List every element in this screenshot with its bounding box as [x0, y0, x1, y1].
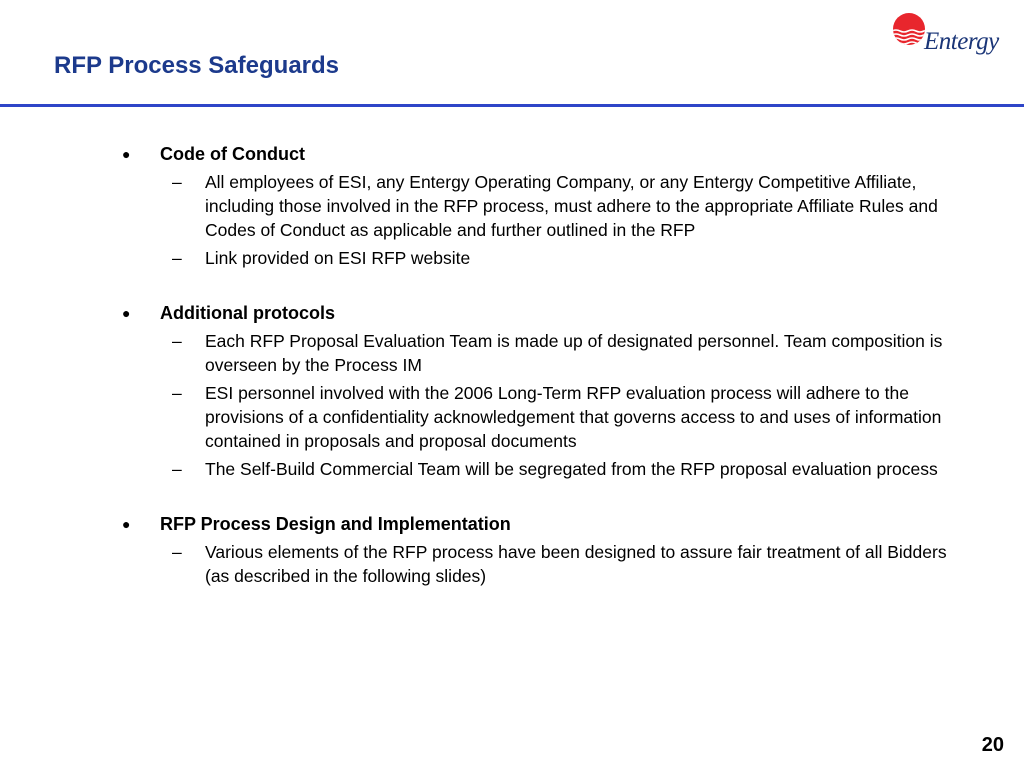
- page-number: 20: [981, 734, 1004, 756]
- sun-icon: [892, 12, 926, 46]
- heading-text: RFP Process Design and Implementation: [160, 514, 511, 534]
- logo-wordmark: Entergy: [924, 28, 999, 55]
- bullet-heading: [0, 301, 1024, 329]
- section-rfp-process-design: [0, 512, 1024, 588]
- heading-text: Code of Conduct: [160, 144, 305, 164]
- sub-bullet: [0, 381, 975, 453]
- sub-bullet-text: All employees of ESI, any Entergy Operating Company, or any Entergy Competitive Affiliate, including those involved in the RFP process, must adhere to the appropriate Affiliate Rules and Codes of Conduct as applicable and further outlined in the RFP: [205, 172, 938, 240]
- sub-bullet: [0, 246, 975, 270]
- dash-icon: –: [172, 172, 182, 192]
- bullet-heading: [0, 512, 1024, 540]
- entergy-logo: [890, 12, 1020, 62]
- bullet-icon: ●: [122, 305, 131, 321]
- dash-icon: –: [172, 459, 182, 479]
- sub-bullet: [0, 540, 975, 588]
- bullet-icon: ●: [122, 146, 131, 162]
- sub-bullet-text: Various elements of the RFP process have been designed to assure fair treatment of all Bidders (as described in the following slides): [205, 542, 947, 586]
- sub-bullet: [0, 170, 975, 242]
- slide-body: [0, 142, 1024, 619]
- section-additional-protocols: [0, 301, 1024, 481]
- section-code-of-conduct: [0, 142, 1024, 270]
- slide-title: RFP Process Safeguards: [54, 52, 340, 79]
- title-divider: [0, 104, 1024, 107]
- heading-text: Additional protocols: [160, 303, 335, 323]
- bullet-heading: [0, 142, 1024, 170]
- sub-bullet-text: Link provided on ESI RFP website: [205, 248, 471, 268]
- dash-icon: –: [172, 331, 182, 351]
- dash-icon: –: [172, 248, 182, 268]
- sub-bullet-text: ESI personnel involved with the 2006 Long-Term RFP evaluation process will adhere to the provisions of a confidentiality acknowledgement that governs access to and uses of information contained in proposals and proposal documents: [205, 383, 942, 451]
- sub-bullet: [0, 329, 975, 377]
- sub-bullet-text: Each RFP Proposal Evaluation Team is made up of designated personnel. Team composition is overseen by the Process IM: [205, 331, 943, 375]
- dash-icon: –: [172, 383, 182, 403]
- sub-bullet-text: The Self-Build Commercial Team will be segregated from the RFP proposal evaluation process: [205, 459, 938, 479]
- sub-bullet: [0, 457, 975, 481]
- bullet-icon: ●: [122, 516, 131, 532]
- dash-icon: –: [172, 542, 182, 562]
